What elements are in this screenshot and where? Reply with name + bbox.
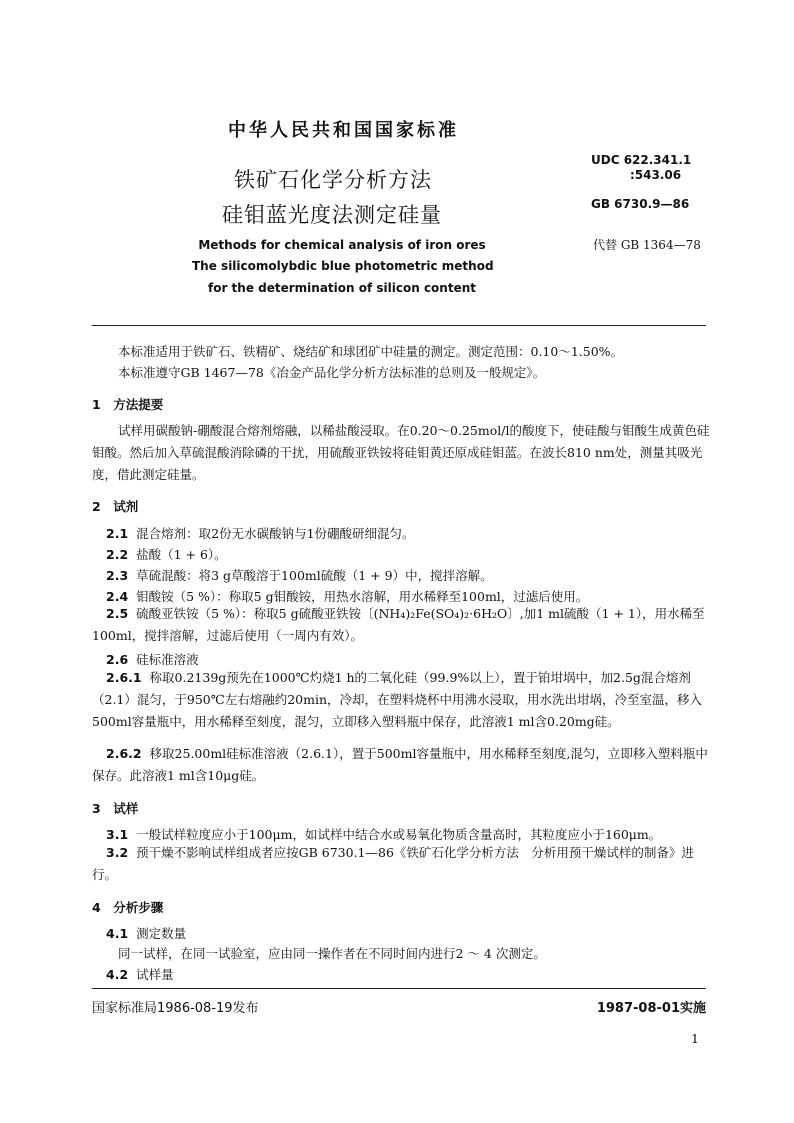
item-text: 混合熔剂：取2份无水碳酸钠与1份硼酸研细混匀。	[136, 526, 415, 541]
item-4-1-body: 同一试样，在同一试验室，应由同一操作者在不同时间内进行2 ～ 4 次测定。	[118, 946, 546, 961]
item-2-6-2	[92, 743, 710, 787]
item-number: 2.4	[106, 589, 129, 604]
english-title-line2: The silicomolybdic blue photometric method	[192, 259, 494, 273]
intro-paragraph-1: 本标准适用于铁矿石、铁精矿、烧结矿和球团矿中硅量的测定。测定范围：0.10～1.50%。	[118, 344, 624, 359]
item-4-2	[106, 966, 174, 984]
item-number: 4.2	[106, 967, 129, 982]
document-title-line2: 硅钼蓝光度法测定硅量	[222, 203, 442, 227]
item-number: 2.2	[106, 547, 129, 562]
item-2-2	[106, 546, 227, 564]
item-3-1	[106, 826, 661, 844]
header-divider	[92, 325, 706, 326]
item-4-1	[106, 925, 186, 943]
item-text: 盐酸（1 + 6）。	[136, 547, 227, 562]
item-2-6	[106, 651, 199, 669]
section-1-heading: 1 方法提要	[92, 397, 164, 412]
item-number: 2.1	[106, 526, 129, 541]
item-2-5	[92, 603, 710, 647]
effective-date: 1987-08-01实施	[596, 1001, 706, 1016]
item-text: 移取25.00ml硅标准溶液（2.6.1），置于500ml容量瓶中，用水稀释至刻度,混匀，立即移入塑料瓶中保存。此溶液1 ml含10μg硅。	[92, 746, 708, 783]
item-text: 草硫混酸：将3 g草酸溶于100ml硫酸（1 + 9）中，搅拌溶解。	[136, 568, 493, 583]
item-text: 称取0.2139g预先在1000℃灼烧1 h的二氧化硅（99.9%以上），置于铂坩埚中，加2.5g混合熔剂（2.1）混匀，于950℃左右熔融约20min，冷却，在塑料烧杯中用沸水浸取，用水洗出坩埚，冷至室温，移入500ml容量瓶中，用水稀释至刻度，混匀，立即移入塑料瓶中保存，此溶液1 ml含0.20mg硅。	[92, 670, 703, 729]
item-text: 钼酸铵（5 %）：称取5 g钼酸铵，用热水溶解，用水稀释至100ml，过滤后使用。	[136, 589, 589, 604]
item-number: 3.1	[106, 827, 129, 842]
english-title-line1: Methods for chemical analysis of iron ores	[198, 238, 486, 252]
english-title-line3: for the determination of silicon content	[207, 281, 476, 295]
item-text: 预干燥不影响试样组成者应按GB 6730.1—86《铁矿石化学分析方法 分析用预干燥试样的制备》进行。	[92, 845, 694, 882]
item-text: 测定数量	[136, 926, 187, 941]
footer-divider	[92, 988, 706, 989]
item-2-3	[106, 567, 493, 585]
item-number: 2.6.1	[106, 670, 142, 685]
section-1-text: 试样用碳酸钠-硼酸混合熔剂熔融，以稀盐酸浸取。在0.20～0.25mol/l的酸度下，使硅酸与钼酸生成黄色硅钼酸。然后加入草硫混酸消除磷的干扰，用硫酸亚铁铵将硅钼黄还原成硅钼蓝。在波长810 nm处，测量其吸光度，借此测定硅量。	[92, 423, 710, 482]
item-3-2	[92, 842, 710, 886]
item-number: 3.2	[106, 845, 129, 860]
gb-number: GB 6730.9—86	[591, 197, 690, 211]
country-standard-title: 中华人民共和国国家标准	[228, 120, 459, 141]
item-number: 2.6	[106, 652, 129, 667]
item-number: 4.1	[106, 926, 129, 941]
intro-paragraph-2: 本标准遵守GB 1467—78《冶金产品化学分析方法标准的总则及一般规定》。	[118, 365, 546, 380]
issue-date: 国家标准局1986-08-19发布	[92, 1001, 259, 1016]
item-number: 2.6.2	[106, 746, 142, 761]
item-text: 硅标准溶液	[136, 652, 199, 667]
item-number: 2.3	[106, 568, 129, 583]
section-4-heading: 4 分析步骤	[92, 900, 164, 915]
item-text: 硫酸亚铁铵（5 %）：称取5 g硫酸亚铁铵〔(NH₄)₂Fe(SO₄)₂·6H₂O〕,加1 ml硫酸（1 + 1），用水稀至100ml，搅拌溶解，过滤后使用（一周内有效）。	[92, 606, 705, 643]
section-2-heading: 2 试剂	[92, 499, 139, 514]
item-text: 试样量	[136, 967, 174, 982]
udc-code: UDC 622.341.1	[591, 153, 692, 167]
item-2-1	[106, 525, 415, 543]
udc-code-sub: :543.06	[630, 168, 682, 182]
page-number: 1	[691, 1031, 699, 1046]
replaces-note: 代替 GB 1364—78	[593, 238, 701, 252]
document-title-line1: 铁矿石化学分析方法	[234, 168, 432, 192]
item-text: 一般试样粒度应小于100μm，如试样中结合水或易氧化物质含量高时，其粒度应小于160μm。	[136, 827, 662, 842]
item-number: 2.5	[106, 606, 129, 621]
item-2-6-1	[92, 667, 710, 733]
section-3-heading: 3 试样	[92, 801, 139, 816]
